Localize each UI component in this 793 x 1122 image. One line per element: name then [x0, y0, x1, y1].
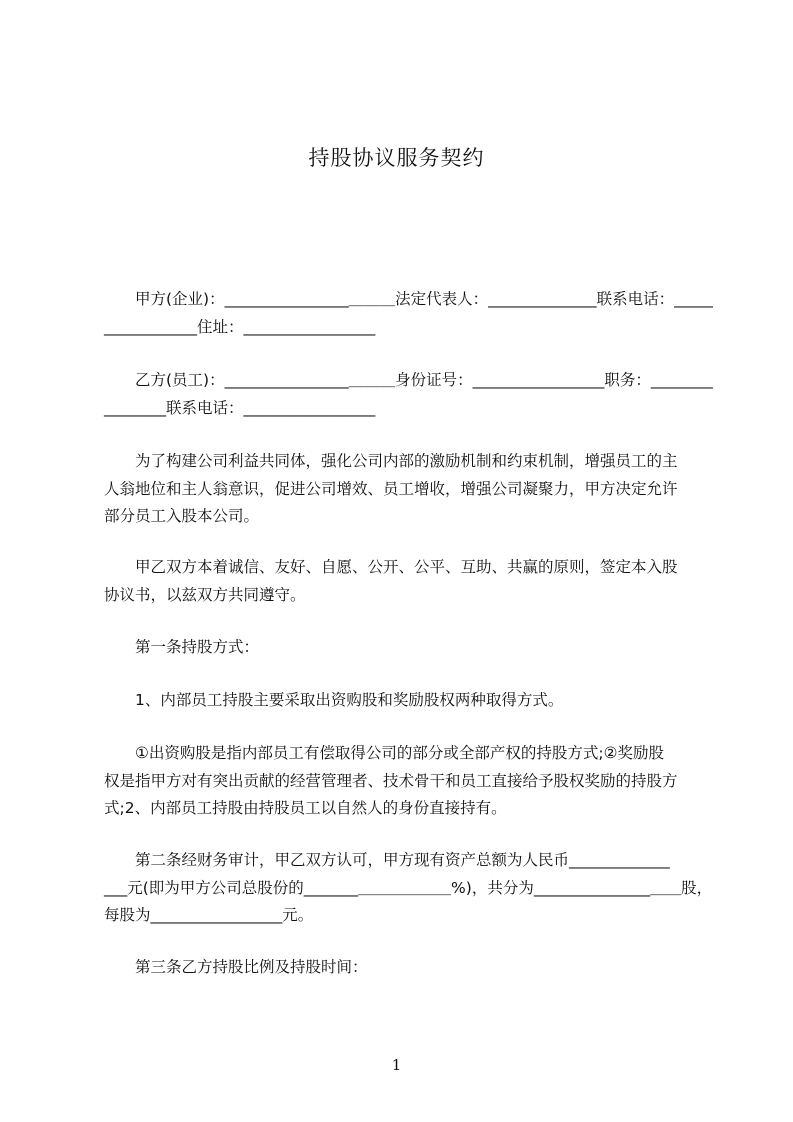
- preamble-paragraph: [104, 448, 704, 531]
- paragraph-line: 人翁地位和主人翁意识，促进公司增效、员工增收，增强公司凝聚力，甲方决定允许: [104, 479, 678, 498]
- paragraph-line: ____________住址：_________________: [104, 317, 376, 336]
- paragraph-line: 式;2、内部员工持股由持股员工以自然人的身份直接持有。: [104, 799, 507, 817]
- paragraph-line: 部分员工入股本公司。: [104, 507, 260, 525]
- paragraph-line: 为了构建公司利益共同体，强化公司内部的激励机制和约束机制，增强员工的主: [104, 452, 678, 470]
- article-3-heading: [104, 954, 704, 982]
- paragraph-line: 权是指甲方对有突出贡献的经营管理者、技术骨干和员工直接给予股权奖励的持股方: [104, 771, 678, 790]
- principles-paragraph: [104, 554, 704, 609]
- paragraph-line: 第三条乙方持股比例及持股时间：: [104, 958, 368, 976]
- paragraph-line: 乙方(员工)：________________＿＿＿身份证号：_________________职务：________: [104, 371, 713, 389]
- article-1-heading: [104, 634, 704, 662]
- paragraph-line: 每股为_________________元。: [104, 906, 314, 924]
- paragraph-line: 甲乙双方本着诚信、友好、自愿、公开、公平、互助、共赢的原则，签定本入股: [104, 558, 678, 576]
- paragraph-line: ________联系电话：_________________: [104, 398, 376, 417]
- paragraph-line: 第二条经财务审计，甲乙双方认可，甲方现有资产总额为人民币_____________: [104, 851, 670, 869]
- paragraph-line: 第一条持股方式：: [104, 638, 260, 656]
- article-1-item-1: [104, 687, 704, 715]
- party-b-info: [104, 367, 713, 422]
- party-a-info: [104, 286, 713, 341]
- article-1-detail: [104, 740, 704, 823]
- paragraph-line: 甲方(企业)：________________＿＿＿法定代表人：______________联系电话：_____: [104, 290, 713, 308]
- page-number: 1: [391, 1056, 402, 1074]
- document-title: 持股协议服务契约: [308, 146, 485, 170]
- article-2-paragraph: [104, 847, 713, 930]
- paragraph-line: 协议书，以兹双方共同遵守。: [104, 585, 306, 604]
- paragraph-line: ___元(即为甲方公司总股份的_______＿＿＿＿＿＿%)，共分为_______________＿＿股，: [104, 878, 713, 897]
- paragraph-line: ①出资购股是指内部员工有偿取得公司的部分或全部产权的持股方式;②奖励股: [104, 744, 665, 762]
- paragraph-line: 1、内部员工持股主要采取出资购股和奖励股权两种取得方式。: [104, 691, 564, 709]
